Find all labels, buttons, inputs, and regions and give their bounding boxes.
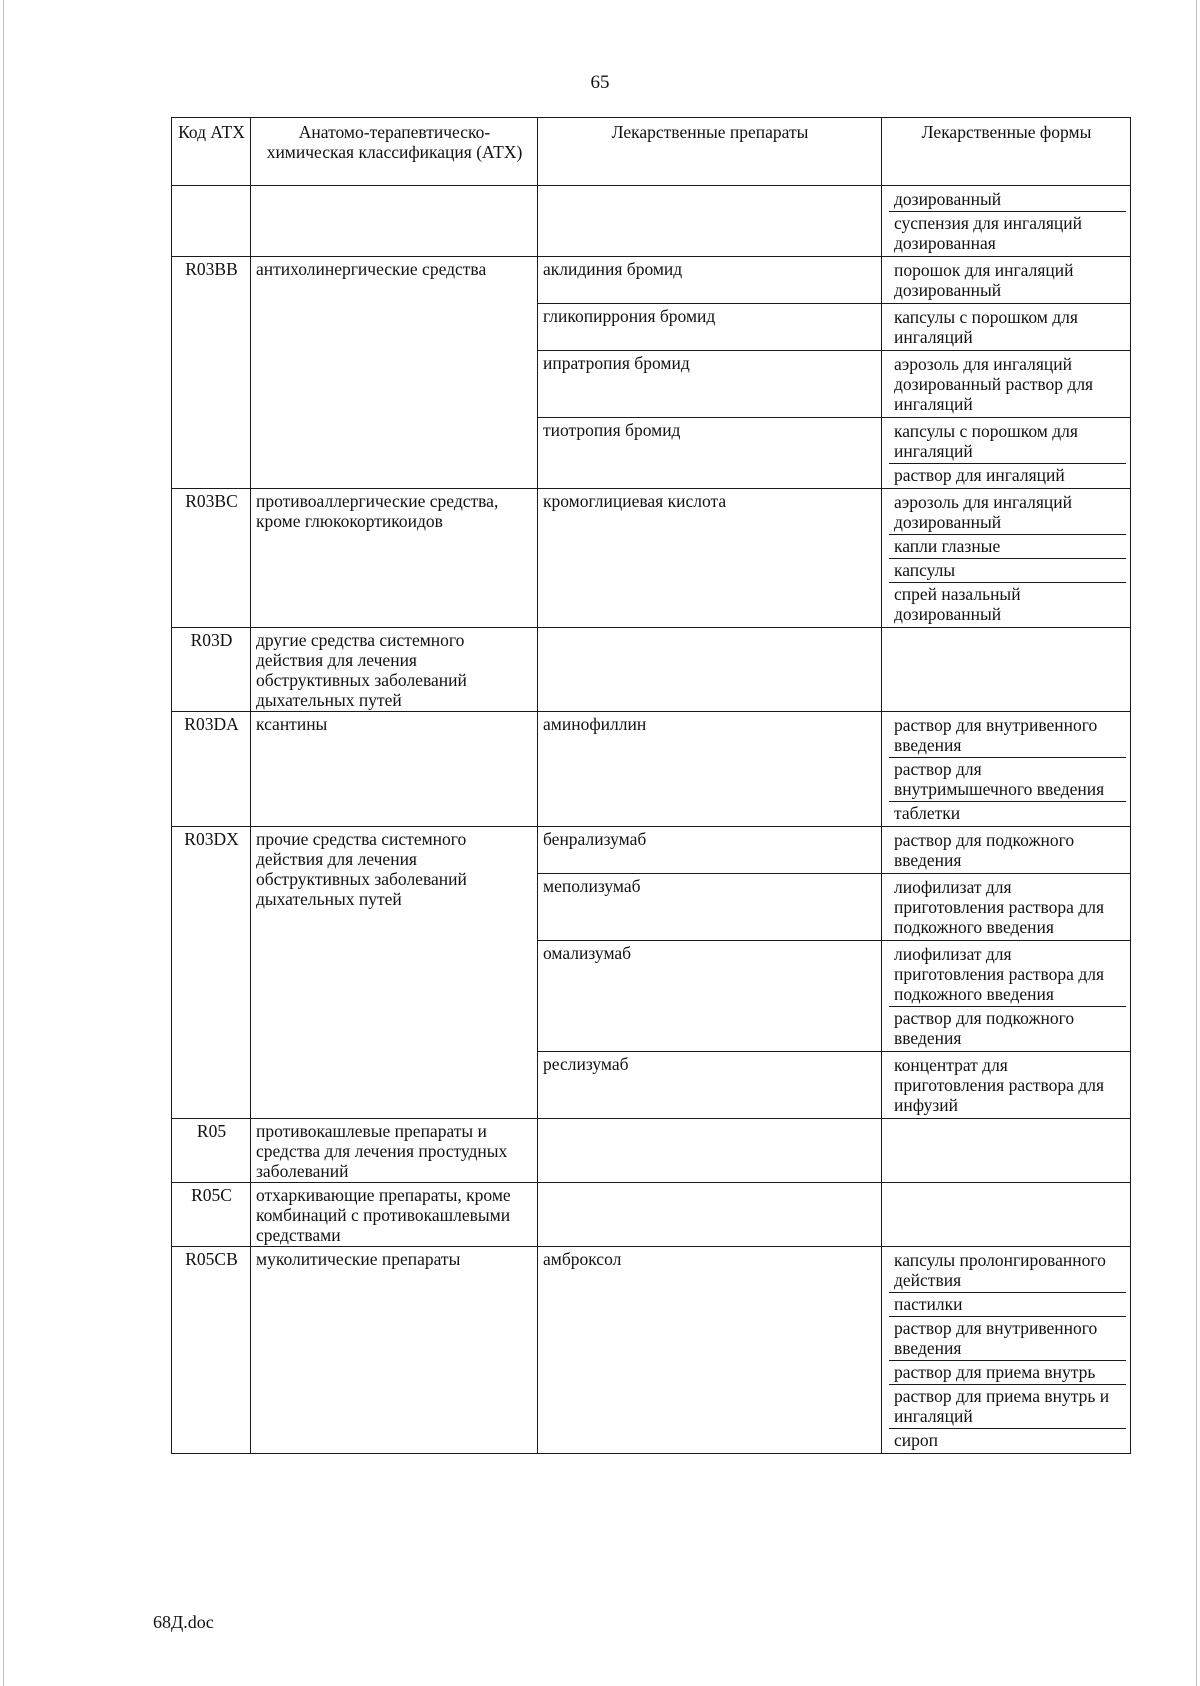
forms-cell (882, 489, 1131, 628)
forms-cell (882, 1247, 1131, 1454)
dosage-form (889, 1185, 1126, 1208)
drug-cell: аклидиния бромид (538, 257, 882, 304)
classification-cell (251, 186, 538, 257)
table-header-row (172, 118, 1131, 186)
atx-code-cell: R03DA (172, 712, 251, 827)
drug-cell: бенрализумаб (538, 827, 882, 874)
forms-cell (882, 874, 1131, 941)
forms-cell (882, 1119, 1131, 1183)
dosage-form: капсулы с порошком для ингаляций (894, 307, 1078, 347)
atx-code-cell: R03BB (172, 257, 251, 489)
drug-cell: гликопиррония бромид (538, 304, 882, 351)
dosage-form: суспензия для ингаляций дозированная (894, 213, 1083, 253)
table-row (172, 827, 1131, 874)
table-row (172, 186, 1131, 257)
forms-cell (882, 418, 1131, 489)
classification-cell: другие средства системного действия для лечения обструктивных заболеваний дыхательных путей (251, 628, 538, 712)
atx-code-cell: R05 (172, 1119, 251, 1183)
page-number: 65 (590, 72, 610, 93)
dosage-form: раствор для внутримышечного введения (889, 758, 1126, 802)
dosage-form: капсулы пролонгированного действия (889, 1249, 1126, 1293)
dosage-form: таблетки (894, 803, 961, 823)
dosage-form: порошок для ингаляций дозированный (894, 260, 1074, 300)
dosage-form: лиофилизат для приготовления раствора для подкожного введения (894, 877, 1104, 937)
atx-code-cell: R03BC (172, 489, 251, 628)
dosage-form: пастилки (889, 1293, 1126, 1317)
dosage-form: концентрат для приготовления раствора для инфузий (894, 1055, 1104, 1115)
forms-cell (882, 628, 1131, 712)
drug-cell (538, 1119, 882, 1183)
dosage-form: раствор для приема внутрь (889, 1361, 1126, 1385)
dosage-form (889, 630, 1126, 653)
table-row (172, 1119, 1131, 1183)
table-row (172, 712, 1131, 827)
atx-table (171, 117, 1131, 1454)
drug-cell: ипратропия бромид (538, 351, 882, 418)
table-row (172, 628, 1131, 712)
forms-cell (882, 304, 1131, 351)
table-row (172, 257, 1131, 304)
drug-cell: кромоглициевая кислота (538, 489, 882, 628)
header-drugs: Лекарственные препараты (538, 118, 882, 186)
atx-code-cell: R03D (172, 628, 251, 712)
footer-filename: 68Д.doc (153, 1612, 214, 1632)
drug-cell: аминофиллин (538, 712, 882, 827)
dosage-form: аэрозоль для ингаляций дозированный (889, 491, 1126, 535)
dosage-form: раствор для приема внутрь и ингаляций (889, 1385, 1126, 1429)
classification-cell: муколитические препараты (251, 1247, 538, 1454)
dosage-form: раствор для ингаляций (894, 465, 1065, 485)
classification-cell: отхаркивающие препараты, кроме комбинаций с противокашлевыми средствами (251, 1183, 538, 1247)
forms-cell (882, 827, 1131, 874)
dosage-form: аэрозоль для ингаляций дозированный раствор для ингаляций (894, 354, 1094, 414)
atx-code-cell: R05CB (172, 1247, 251, 1454)
drug-cell: тиотропия бромид (538, 418, 882, 489)
dosage-form: сироп (894, 1430, 938, 1450)
drug-cell (538, 628, 882, 712)
dosage-form (889, 1121, 1126, 1144)
dosage-form: спрей назальный дозированный (894, 584, 1021, 624)
forms-cell (882, 186, 1131, 257)
dosage-form: капли глазные (889, 535, 1126, 559)
scan-edge-left (3, 0, 4, 1686)
table-row (172, 1183, 1131, 1247)
classification-cell: противоаллергические средства, кроме глюкокортикоидов (251, 489, 538, 628)
table-row (172, 489, 1131, 628)
forms-cell (882, 257, 1131, 304)
dosage-form: лиофилизат для приготовления раствора для подкожного введения (889, 943, 1126, 1007)
dosage-form: раствор для внутривенного введения (889, 714, 1126, 758)
table-body (172, 186, 1131, 1454)
dosage-form: капсулы с порошком для ингаляций (889, 420, 1126, 464)
drug-cell: амброксол (538, 1247, 882, 1454)
drug-cell (538, 1183, 882, 1247)
drug-cell: меполизумаб (538, 874, 882, 941)
drug-cell: реслизумаб (538, 1052, 882, 1119)
dosage-form: раствор для подкожного введения (894, 830, 1075, 870)
atx-code-cell: R05C (172, 1183, 251, 1247)
table-row (172, 1247, 1131, 1454)
classification-cell: антихолинергические средства (251, 257, 538, 489)
forms-cell (882, 1052, 1131, 1119)
dosage-form: раствор для подкожного введения (894, 1008, 1075, 1048)
header-code: Код АТХ (172, 118, 251, 186)
atx-code-cell: R03DX (172, 827, 251, 1119)
forms-cell (882, 351, 1131, 418)
classification-cell: противокашлевые препараты и средства для лечения простудных заболеваний (251, 1119, 538, 1183)
drug-cell: омализумаб (538, 941, 882, 1052)
forms-cell (882, 1183, 1131, 1247)
header-forms: Лекарственные формы (882, 118, 1131, 186)
dosage-form: дозированный (889, 188, 1126, 212)
dosage-form: капсулы (889, 559, 1126, 583)
dosage-form: раствор для внутривенного введения (889, 1317, 1126, 1361)
classification-cell: ксантины (251, 712, 538, 827)
drug-cell (538, 186, 882, 257)
classification-cell: прочие средства системного действия для лечения обструктивных заболеваний дыхательных путей (251, 827, 538, 1119)
header-classification: Анатомо-терапевтическо-химическая классификация (АТХ) (251, 118, 538, 186)
scan-edge-right (1196, 0, 1197, 1686)
forms-cell (882, 712, 1131, 827)
atx-code-cell (172, 186, 251, 257)
forms-cell (882, 941, 1131, 1052)
